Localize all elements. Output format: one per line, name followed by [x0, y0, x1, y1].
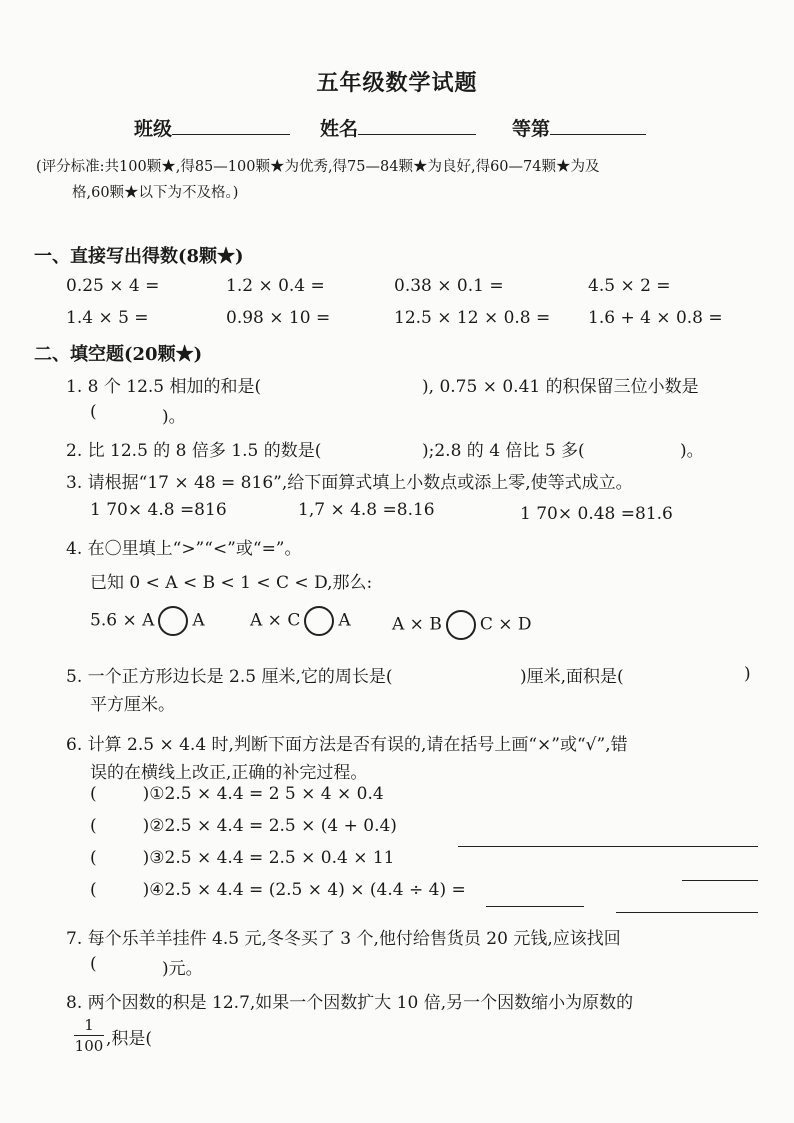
q4-compare-3-left: A × B — [392, 614, 442, 635]
q6-line2: 误的在横线上改正,正确的补完过程。 — [90, 763, 368, 783]
q2-part-b: );2.8 的 4 倍比 5 多( — [422, 441, 585, 461]
q4-condition: 已知 0 < A < B < 1 < C < D,那么: — [90, 573, 373, 593]
calc-2-3: 12.5 × 12 × 0.8 = — [394, 308, 551, 328]
q2-part-a: 2. 比 12.5 的 8 倍多 1.5 的数是( — [66, 441, 322, 461]
q4-compare-3 — [392, 610, 532, 640]
q2-part-c: )。 — [680, 441, 704, 461]
q7-line1: 7. 每个乐羊羊挂件 4.5 元,冬冬买了 3 个,他付给售货员 20 元钱,应该找回 — [66, 929, 621, 949]
q3-text: 3. 请根据“17 × 48 = 816”,给下面算式填上小数点或添上零,使等式成立。 — [66, 473, 633, 493]
q6-step-4 — [90, 880, 466, 900]
class-label-text: 班级 — [134, 118, 173, 140]
q6-step-4-text: )④2.5 × 4.4 = (2.5 × 4) × (4.4 ÷ 4) = — [142, 880, 466, 900]
calc-1-4: 4.5 × 2 = — [588, 276, 671, 296]
q3-eq-1: 1 70× 4.8 =816 — [90, 500, 227, 520]
q6-step-1-text: )①2.5 × 4.4 = 2 5 × 4 × 0.4 — [142, 784, 384, 804]
name-label — [320, 114, 476, 141]
q1-part-c: ( — [90, 402, 97, 422]
q6-answer-line-4[interactable] — [616, 912, 758, 913]
scoring-note-line1: (评分标准:共100颗★,得85—100颗★为优秀,得75—84颗★为良好,得60—74颗★为及 — [36, 159, 600, 175]
q4-compare-3-right: C × D — [479, 614, 532, 635]
q4-compare-1-right: A — [192, 610, 205, 631]
q8-line1: 8. 两个因数的积是 12.7,如果一个因数扩大 10 倍,另一个因数缩小为原数的 — [66, 993, 634, 1013]
q6-answer-line-2[interactable] — [682, 880, 758, 881]
q6-step-1-open[interactable]: ( — [90, 784, 97, 804]
q4-text: 4. 在〇里填上“>”“<”或“=”。 — [66, 539, 302, 559]
q4-compare-2-left: A × C — [250, 610, 301, 631]
calc-1-3: 0.38 × 0.1 = — [394, 276, 504, 296]
q6-answer-line-3[interactable] — [486, 906, 584, 907]
scoring-note-line2: 格,60颗★以下为不及格。) — [72, 185, 239, 201]
q8-line2: ,积是( — [106, 1029, 153, 1049]
section2-heading: 二、填空题(20颗★) — [34, 344, 203, 365]
class-label — [134, 114, 290, 141]
q6-step-3 — [90, 848, 395, 868]
q5-part-d: 平方厘米。 — [90, 695, 175, 715]
class-blank[interactable] — [172, 116, 290, 135]
q1-part-a: 1. 8 个 12.5 相加的和是( — [66, 377, 262, 397]
q3-eq-3: 1 70× 0.48 =81.6 — [520, 504, 673, 524]
q4-compare-2-right: A — [338, 610, 351, 631]
compare-circle-2[interactable] — [304, 606, 334, 636]
q6-step-3-text: )③2.5 × 4.4 = 2.5 × 0.4 × 11 — [142, 848, 395, 868]
q6-step-3-open[interactable]: ( — [90, 848, 97, 868]
calc-2-2: 0.98 × 10 = — [226, 308, 331, 328]
q8-fraction-numerator: 1 — [74, 1015, 104, 1036]
q3-eq-2: 1,7 × 4.8 =8.16 — [298, 500, 435, 520]
q7-paren-close: )元。 — [162, 959, 203, 979]
q8-fraction-denominator: 100 — [74, 1037, 104, 1055]
q8-fraction — [74, 1015, 104, 1056]
grade-label-text: 等第 — [512, 118, 551, 140]
q6-line1: 6. 计算 2.5 × 4.4 时,判断下面方法是否有误的,请在括号上画“×”或“√”,错 — [66, 735, 628, 755]
q5-part-c: ) — [744, 664, 751, 684]
calc-2-4: 1.6 + 4 × 0.8 = — [588, 308, 723, 328]
q1-part-d: )。 — [162, 407, 186, 427]
q5-part-a: 5. 一个正方形边长是 2.5 厘米,它的周长是( — [66, 667, 393, 687]
calc-1-1: 0.25 × 4 = — [66, 276, 160, 296]
q6-step-1 — [90, 784, 384, 804]
compare-circle-1[interactable] — [158, 606, 188, 636]
q6-step-4-open[interactable]: ( — [90, 880, 97, 900]
page-title: 五年级数学试题 — [316, 70, 478, 96]
q4-compare-2 — [250, 606, 351, 636]
q6-step-2-open[interactable]: ( — [90, 816, 97, 836]
name-blank[interactable] — [358, 116, 476, 135]
q6-step-2 — [90, 816, 397, 836]
name-label-text: 姓名 — [320, 118, 359, 140]
q5-part-b: )厘米,面积是( — [520, 667, 624, 687]
q6-answer-line-1[interactable] — [458, 846, 758, 847]
q4-compare-1 — [90, 606, 205, 636]
q7-paren-open: ( — [90, 954, 97, 974]
section1-heading: 一、直接写出得数(8颗★) — [34, 246, 244, 267]
grade-blank[interactable] — [550, 116, 646, 135]
grade-label — [512, 114, 646, 141]
q1-part-b: ), 0.75 × 0.41 的积保留三位小数是 — [422, 377, 699, 397]
q4-compare-1-left: 5.6 × A — [90, 610, 155, 631]
calc-1-2: 1.2 × 0.4 = — [226, 276, 325, 296]
q6-step-2-text: )②2.5 × 4.4 = 2.5 × (4 + 0.4) — [142, 816, 397, 836]
calc-2-1: 1.4 × 5 = — [66, 308, 149, 328]
compare-circle-3[interactable] — [446, 610, 476, 640]
